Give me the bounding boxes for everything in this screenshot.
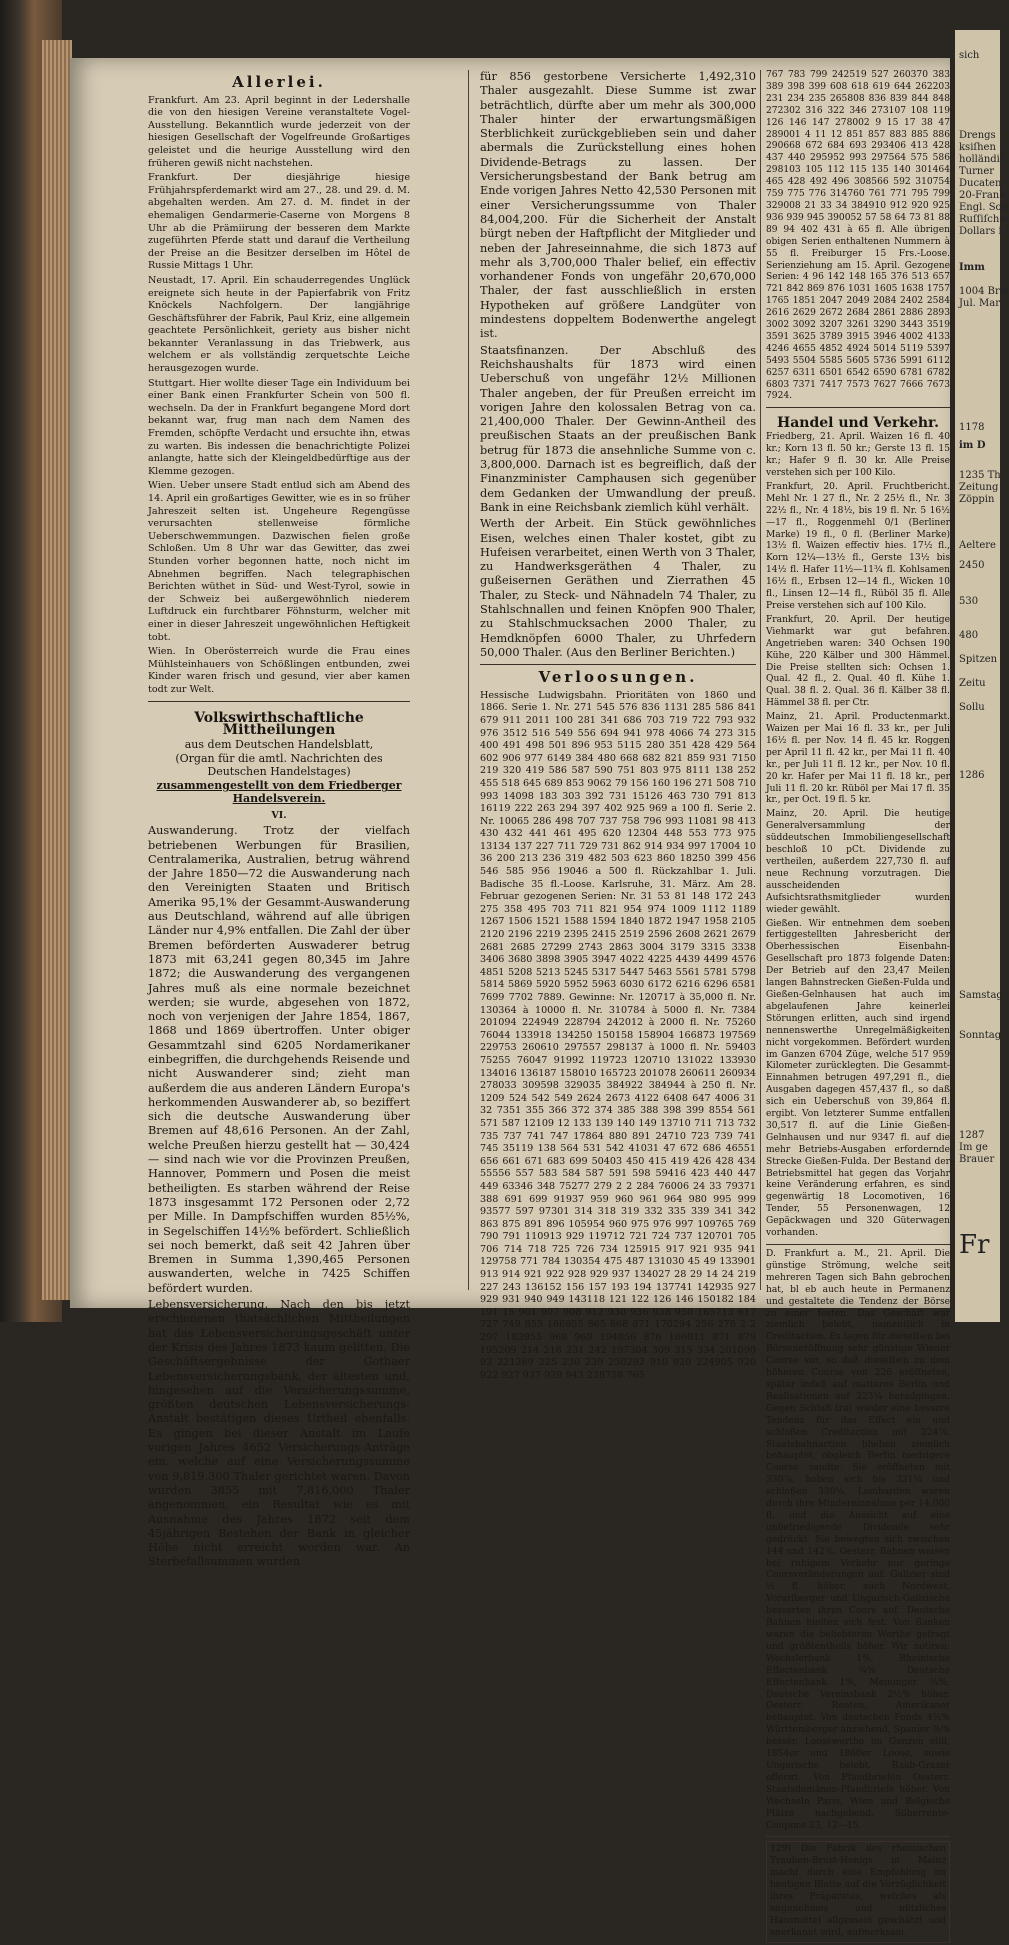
fragment: Turner: [959, 166, 995, 177]
part-number: VI.: [271, 809, 287, 821]
fragment: sich: [959, 50, 980, 61]
market-report: Gießen. Wir entnehmen dem soeben fertiggestellten Jahresbericht der Oberhessischen Eisenbahn-Gesellschaft pro 1873 folgende Daten: Der Betrieb auf den 23,47 Meilen langen Bahnstrecken Gießen-Fulda und Gießen-Gelnhausen hat auch im abgelaufenen Jahre keinerlei Störungen erlitten, auch sind irgend nennenswerthe Unregelmäßigkeiten nicht vorgekommen. Befördert wurden im Ganzen 6704 Züge, welche 517 959 Kilometer zurücklegten. Die Gesammt-Einnahmen betrugen 497,291 fl., die Ausgaben dagegen 457,437 fl., so daß sich ein Ueberschuß von 39,864 fl. ergibt. Von letzterer Summe entfallen 30,517 fl. auf die Linie Gießen-Gelnhausen und nur 9347 fl. auf die mehr Betriebs-Ausgaben erfordernde Strecke Gießen-Fulda. Der Bestand der Betriebsmittel hat gegen das Vorjahr keine Veränderung erfahren, es sind gegenwärtig 18 Locomotiven, 16 Tender, 55 Personenwagen, 12 Gepäckwagen und 320 Güterwagen vorhanden.: [766, 918, 950, 1239]
fragment: Zeitung: [959, 482, 999, 493]
fragment: Ruſſiſche: [959, 214, 1006, 225]
section-heading-volkswirthschaft: Volkswirthschaftliche Mittheilungen: [194, 709, 364, 739]
article-paragraph: Wien. Ueber unsere Stadt entlud sich am Abend des 14. April ein großartiges Gewitter, wie es in so früher Jahreszeit selten ist. Ungeheure Regengüsse verursachten stellenweise förmliche Ueberschwemmungen. Dazwischen fielen große Schloßen. Um 8 Uhr war das Gewitter, das zwei Stunden vorher begonnen hatte, noch nicht im Abnehmen begriffen. Nach telegraphischen Berichten wüthet in Süd- und West-Tyrol, sowie in der Schweiz bei außergewöhnlich niederem Luftdruck ein furchtbarer Föhnsturm, welcher mit einer in dieser Jahreszeit ungewöhnlichen Heftigkeit tobt.: [148, 480, 410, 643]
fragment: 1178: [959, 422, 985, 433]
fragment: Imm: [959, 262, 985, 273]
fragment: Brauer: [959, 1154, 995, 1165]
column-2: [480, 70, 756, 1384]
market-report: Mainz, 21. April. Productenmarkt. Waizen per Mai 16 fl. 33 kr., per Juli 16½ fl. per Nov. 14 fl. 45 kr. Roggen per April 11 fl. 42 kr., per Mai 11 fl. 40 kr., per Juli 11 fl. 12 kr., per Nov. 10 fl. 20 kr. Hafer per Mai 11 fl. 18 kr., per Juli 11 fl. 20 kr. Rüböl per Mai 17 fl. 35 kr., per Oct. 19 fl. 5 kr.: [766, 712, 950, 806]
column-rule: [760, 70, 761, 1290]
fragment: 1286: [959, 770, 985, 781]
fragment: ksiſhen: [959, 142, 996, 153]
divider: [766, 1244, 950, 1245]
compiled-by: zusammengestellt von dem Friedberger Handelsverein.: [156, 779, 402, 806]
fragment: Sollu: [959, 702, 985, 713]
market-report: Mainz, 20. April. Die heutige Generalversammlung der süddeutschen Immobiliengesellschaft beschloß 10 pCt. Dividende zu vertheilen, außerdem 227,730 fl. auf neue Rechnung vorzutragen. Die ausscheidenden Aufsichtsrathsmitglieder wurden wieder gewählt.: [766, 809, 950, 915]
fragment: Ducaten: [959, 178, 1002, 189]
fragment: 480: [959, 630, 979, 641]
fragment: im D: [959, 440, 986, 451]
fragment: 1235 Th: [959, 470, 1001, 481]
market-report: Friedberg, 21. April. Waizen 16 fl. 40 kr.; Korn 13 fl. 50 kr.; Gerste 13 fl. 15 kr.; Hafer 9 fl. 30 kr. Alle Preise verstehen sich per 100 Kilo.: [766, 432, 950, 478]
stock-market-report: D. Frankfurt a. M., 21. April. Die günstige Strömung, welche seit mehreren Tagen sich Bahn gebrochen hat, bl eb auch heute in Permanenz und gestaltete die Tendenz der Börse zu einer festen. Das Geschäft war ziemlich belebt, namentlich in Creditactien. Es lagen für dieselben bei Börseneröffnung sehr günstige Wiener Course vor, so daß dieselben zu dem höheren Course von 226 eröffneten, später indeß auf matteres Berlin und Realisationen auf 223¼ heradgingen. Gegen Schluß trat wieder eine bessere Tendenz für das Effect ein und schloßen Creditactien mit 224⅞. Staatsbahnactien blieben ziemlich behauptet, obgleich Berlin niedrigere Course sandte. Sie eröffneten mit 330⅞, hoben sich bis 331¼ und schloßen 330¼. Lombarden waren durch ihre Mindereinnahme per 14,000 fl. und die Aussicht auf eine unbefriedigende Dividende sehr gedrückt. Sie bewegten sich zwischen 144 und 142¾. Oesterr. Bahnen weisen bei ruhigem Verkehr nur geringe Coursveränderungen auf. Galizier sind ½ fl. höher, auch Nordwest, Vorarlberger und Ungarisch-Galizische besserten ihren Cours auf. Deutsche Bahnen hielten sich fest. Von Banken waren die beliebteren Werthe gefragt und größtentheils höher. Wir notiren: Wechslerbank 1%, Rheinische Effectenbank ¾% Deutsche Effectenbank 1%, Meininger ¾%, Deutsche Vereinsbank 2½% höher. Oesterr. Renten, Amerikaner behauptet. Von deutschen Fonds 4½% Württemberger anziehend, Spanier ⅜% besser. Loosewerthe im Ganzen still, 1854er und 1860er Loose, sowie Ungarische belebt. Raab-Grazer offerirt. Von Pfandbriefen Oesterr. Staatsdomänen-Pfandbriefe höher. Von Wechseln Paris, Wien und Belgische Plätze nachgebend. Silberrente-Coupons 23, 12—15.: [766, 1249, 950, 1831]
fragment: Im ge: [959, 1142, 988, 1153]
column-1: [148, 70, 410, 1572]
divider: [766, 1836, 950, 1837]
article-paragraph: Lebensversicherung. Nach den bis jetzt erschienenen thatsächlichen Mittheilungen hat das Lebensversicherungsgeschäft unter der Krisis des Jahres 1873 kaum gelitten. Die Geschäftsergebnisse der Gothaer Lebensversicherungsbank, der ältesten und, hingesehen auf die Versicherungssumme, größten deutschen Lebensversicherungs-Anstalt bestätigen dieses Urtheil ebenfalls. Es gingen bei dieser Anstalt im Laufe vorigen Jahres 4652 Versicherungs-Anträge ein, welche auf eine Versicherungssumme von 9,819,300 Thaler gerichtet waren. Davon wurden 3855 mit 7,816,000 Thaler angenommen, ein Resultat wie es mit Ausnahme des Jahres 1872 seit dem 45jährigen Bestehen der Bank in gleicher Höhe nicht erreicht worden war. An Sterbefallsummen wurden: [148, 1298, 410, 1569]
advertisement: 129) Die Fabrik des rheinischen Trauben-Brust-Honigs in Mainz macht durch eine Empfehlung im heutigen Blatte auf die Vorzüglichkeit ihres Präparates, welches als angenehmes und nützliches Hausmittel allgemein geschätzt und anerkannt wird, aufmerksam.: [766, 1841, 950, 1942]
fragment: Engl. Sov: [959, 202, 1008, 213]
lottery-list-continued: 767 783 799 242519 527 260370 383 389 398 399 608 618 619 644 262203 231 234 235 265808 836 839 844 848 272302 316 322 346 273107 108 119 126 146 147 278002 9 15 17 38 47 289001 4 11 12 851 857 883 885 886 290668 672 684 693 293406 413 428 437 440 295952 993 297564 575 586 298103 105 112 115 135 140 301464 465 428 492 496 308566 592 310754 759 775 776 314760 761 771 795 799 329008 21 33 34 384910 912 920 925 936 939 945 390052 57 58 64 73 81 88 89 94 402 431 à 65 fl. Alle übrigen obigen Serien enthaltenen Nummern à 55 fl. Freiburger 15 Frs.-Loose. Serienziehung am 15. April. Gezogene Serien: 4 96 142 148 165 376 513 657 721 842 869 876 1031 1605 1638 1757 1765 1851 2047 2049 2084 2402 2584 2616 2629 2672 2684 2861 2886 2893 3002 3092 3207 3261 3290 3443 3519 3591 3625 3789 3915 3946 4002 4133 4246 4655 4852 4924 5014 5119 5397 5493 5504 5585 5605 5736 5991 6112 6257 6311 6501 6542 6590 6781 6782 6803 7371 7417 7573 7627 7666 7673 7924.: [766, 70, 950, 402]
fragment: 530: [959, 596, 979, 607]
section-heading-handel: Handel und Verkehr.: [777, 415, 939, 432]
article-paragraph: Neustadt, 17. April. Ein schauderregendes Unglück ereignete sich heute in der Papierfabrik von Fritz Knöckels Nachfolgern. Der langjährige Geschäftsführer der Fabrik, Paul Kriz, eine allgemein geachtete Persönlichkeit, geriety aus bisher nicht bekannter Veranlassung in das Triebwerk, aus welchem er als vollständig zerquetschte Leiche herausgezogen wurde.: [148, 274, 410, 375]
article-paragraph: Wien. In Oberösterreich wurde die Frau eines Mühlsteinhauers von Schößlingen entbunden, zwei Kinder waren frisch und gesund, vier aber kamen todt zur Welt.: [148, 646, 410, 695]
source-line: aus dem Deutschen Handelsblatt,: [184, 737, 374, 751]
fragment: holländiſ: [959, 154, 1004, 165]
article-paragraph: Auswanderung. Trotz der vielfach betriebenen Werbungen für Brasilien, Centralamerika, Australien, betrug während der Jahre 1850—72 die Auswanderung nach den Vereinigten Staaten und Britisch Amerika 95,1% der Gesammt-Auswanderung aus Deutschland, während auf alle übrigen Länder nur 4,9% entfallen. Die Zahl der über Bremen beförderten Auswaderer betrug 1873 mit 63,241 gegen 80,345 im Jahre 1872; die Auswanderung des vergangenen Jahres muß als eine normale bezeichnet werden; sie wurde, abgesehen von 1872, noch von verjenigen der Jahre 1854, 1867, 1868 und 1869 übertroffen. Unter obiger Gesammtzahl sind 6205 Nordamerikaner einbegriffen, die durchgehends Reisende und nicht Auswanderer sind; zieht man außerdem die aus anderen Ländern Europa's herkommenden Auswanderer ab, so beziffert sich die deutsche Auswanderung über Bremen auf 48,616 Personen. An der Zahl, welche Preußen hierzu gestellt hat — 30,424 — sind nach wie vor die Provinzen Preußen, Hannover, Pommern und Posen die meist betheiligten. Es starben während der Reise 1873 insgesammt 172 Personen oder 2,72 per Mille. In Dampfschiffen wurden 85½%, in Segelschiffen 14½% befördert. Schließlich sei noch bemerkt, daß seit 42 Jahren über Bremen in Summa 1,390,465 Personen auswanderten, welche in 7425 Schiffen befördert wurden.: [148, 824, 410, 1295]
fragment: Jul. Mar: [959, 298, 1000, 309]
fragment: Dollars i: [959, 226, 1002, 237]
article-paragraph: Werth der Arbeit. Ein Stück gewöhnliches Eisen, welches einen Thaler kostet, gibt zu Hufeisen verarbeitet, einen Werth von 3 Thaler, zu Handwerksgeräthen 4 Thaler, zu gußeisernen Geräthen und Zierrathen 45 Thaler, zu Steck- und Nähnadeln 74 Thaler, zu Stahlschnallen und feinen Knöpfen 900 Thaler, zu Stahlschmucksachen 2000 Thaler, zu Hemdknöpfen 6000 Thaler, zu Uhrfedern 50,000 Thaler. (Aus den Berliner Berichten.): [480, 517, 756, 659]
fragment: Aeltere: [959, 540, 996, 551]
source-note: (Organ für die amtl. Nachrichten des Deutschen Handelstages): [175, 752, 383, 778]
fragment: Samstag: [959, 990, 1003, 1001]
section-heading-allerlei: Allerlei.: [232, 73, 326, 91]
market-report: Frankfurt, 20. April. Der heutige Viehmarkt war gut befahren. Angetrieben waren: 340 Ochsen 190 Kühe, 220 Kälber und 300 Hämmel. Die Preise stellten sich: Ochsen 1. Qual. 42 fl., 2. Qual. 40 fl. Kühe 1. Qual. 38 fl. 2. Qual. 36 fl. Kälber 38 fl. Hämmel 38 fl. per Ctr.: [766, 614, 950, 709]
fragment: Sonntag: [959, 1030, 1002, 1041]
article-paragraph: Stuttgart. Hier wollte dieser Tage ein Individuum bei einer Bank einen Frankfurter Schein von 500 fl. wechseln. Da der in Frankfurt begangene Mord dort bekannt war, frug man nach dem Namen des Fremden, schöpfte Verdacht und ersuchte ihn, etwas zu warten. Bis indessen die benachrichtigte Polizei anlangte, hatte sich der Kleingeldbedürftige aus der Klemme gezogen.: [148, 377, 410, 477]
fragment: 20-Frank: [959, 190, 1006, 201]
fragment: Fr: [959, 1230, 990, 1260]
section-heading-verloosungen: Verloosungen.: [538, 668, 698, 687]
market-report: Frankfurt, 20. April. Fruchtbericht. Mehl Nr. 1 27 fl., Nr. 2 25½ fl., Nr. 3 22½ fl., Nr. 4 18½, bis 19 fl. Nr. 5 16½—17 fl., Roggenmehl 0/1 (Berliner Marke) 19 fl., 0 fl. (Berliner Marke) 13½ fl. Waizen effectiv hies. 17½ fl., Korn 12¼—13½ fl., Gerste 13½ bis 14½ fl. Hafer 11½—11¾ fl. Kohlsamen 16½ fl., Erbsen 12—14 fl., Wicken 10 fl., Linsen 12—14 fl., Rüböl 35 fl. Alle Preise verstehen sich auf 100 Kilo.: [766, 481, 950, 611]
article-paragraph: Staatsfinanzen. Der Abschluß des Reichshaushalts für 1873 wird einen Ueberschuß von ungefähr 12½ Millionen Thaler angeben, der für Preußen erreicht im vorigen Jahre den kolossalen Betrag von ca. 21,400,000 Thaler. Der Gewinn-Antheil des preußischen Staats an der preußischen Bank betrug für 1873 die ansehnliche Summe von c. 3,800,000. Darnach ist es begreiflich, daß der Finanzminister Camphausen sich gegenüber dem Gedanken der Umwandlung der preuß. Bank in eine Reichsbank ziemlich kühl verhält.: [480, 343, 756, 514]
column-rule: [468, 70, 469, 1290]
fragment: Zöppin: [959, 494, 995, 505]
article-paragraph: Frankfurt. Der diesjährige hiesige Frühjahrspferdemarkt wird am 27., 28. und 29. d. M. abgehalten werden. Am 27. d. M. findet in der ehemaligen Gendarmerie-Caserne von Morgens 8 Uhr ab die Prämiirung der besseren dem Markte zugeführten Pferde statt und darauf die Vertheilung der Preise an die Besitzer derselben im Hôtel de Russie Mittags 1 Uhr.: [148, 172, 410, 272]
article-paragraph: für 856 gestorbene Versicherte 1,492,310 Thaler ausgezahlt. Diese Summe ist zwar beträchtlich, dürfte aber um mehr als 300,000 Thaler hinter der erwartungsmäßigen Sterblichkeit zurückgeblieben sein und daher abermals die Zurückstellung eines hohen Dividende-Betrags zu lassen. Der Versicherungsbestand der Bank betrug am Ende vorigen Jahres Netto 42,530 Personen mit einer Versicherungssumme von Thaler 84,004,200. Für die Sicherheit der Anstalt bürgt neben der Haftpflicht der Mitglieder und neben der Jahreseinnahme, die sich 1873 auf mehr als 3,700,000 Thaler belief, ein effectiv vorhandener Fonds von ungefähr 20,670,000 Thaler, der fast ausschließlich in ersten Hypotheken auf größere Landgüter von mindestens doppeltem Bodenwerthe angelegt ist.: [480, 70, 756, 341]
fragment: 1004 Brei: [959, 286, 1009, 297]
fragment: 1287: [959, 1130, 985, 1141]
divider: [766, 407, 950, 408]
lottery-list: Hessische Ludwigsbahn. Prioritäten von 1860 und 1866. Serie 1. Nr. 271 545 576 836 1131 285 586 841 679 911 2011 100 281 341 686 703 719 722 793 932 976 3512 516 549 556 694 941 978 4066 74 273 315 400 491 498 501 896 953 5115 280 351 428 429 564 602 906 977 6149 384 480 668 682 821 859 931 7150 219 320 419 586 587 590 751 803 975 8111 138 252 455 518 645 689 853 9062 79 156 160 196 271 508 710 993 14098 183 303 392 731 15126 463 730 791 813 16119 222 263 294 397 402 925 969 a 100 fl. Serie 2. Nr. 10065 286 498 707 737 758 796 993 11081 98 413 430 432 441 461 495 620 12304 448 553 773 975 13134 137 227 711 729 731 862 914 934 997 17004 10 36 200 213 236 319 482 503 623 860 18250 399 456 546 585 956 19046 a 500 fl. Rückzahlbar 1. Juli. Badische 35 fl.-Loose. Karlsruhe, 31. März. Am 28. Februar gezogenen Serien: Nr. 31 53 81 148 172 243 275 358 495 703 711 821 954 974 1009 1112 1189 1267 1506 1521 1588 1594 1840 1872 1947 1958 2105 2120 2196 2219 2395 2415 2519 2596 2608 2621 2679 2681 2685 27299 2743 2863 3004 3179 3315 3338 3406 3680 3898 3905 3947 4022 4225 4439 4499 4576 4851 5208 5213 5245 5317 5447 5463 5561 5781 5798 5814 5869 5920 5952 5963 6030 6172 6216 6296 6581 7699 7702 7889. Gewinne: Nr. 120717 à 35,000 fl. Nr. 130364 à 10000 fl. Nr. 310784 à 5000 fl. Nr. 7384 201094 224949 228794 242012 à 2000 fl. Nr. 75260 76044 133918 134250 150158 158904 166873 197569 229753 260610 297557 298137 à 1000 fl. Nr. 59403 75255 76047 91992 119723 120710 131022 133930 134016 136187 158010 165723 201078 260611 260934 278033 309598 329035 384922 384944 à 250 fl. Nr. 1209 524 542 549 2624 2673 4122 6408 647 4006 31 32 7351 355 366 372 374 385 388 398 399 8554 561 571 587 12109 12 133 139 140 149 13710 711 713 732 735 737 741 747 17864 880 891 24710 723 739 741 745 35119 138 564 531 542 41031 47 672 686 46551 656 661 671 683 699 50403 450 415 419 426 428 434 55556 557 583 584 587 591 598 59416 423 440 447 449 63346 348 75277 279 2 2 284 76006 24 33 79371 388 691 699 91937 959 960 961 964 980 995 999 93577 597 97301 314 318 319 332 335 339 341 342 863 875 891 896 105954 960 975 976 997 109765 769 790 791 110913 929 119712 721 724 737 120701 705 706 714 718 725 726 734 125915 917 921 935 941 129758 771 784 130354 475 487 131030 45 49 133901 913 914 921 922 928 929 937 134027 28 29 14 24 219 227 243 136152 156 157 193 194 137741 142935 927 929 931 940 949 143118 121 122 126 146 150182 184 191 15 901 907 908 912 930 936 938 950 165713 617 727 749 855 166855 865 868 871 170294 256 278 2 2 297 183955 968 969 194856 876 166011 871 879 195209 214 216 231 242 197304 309 315 334 201090 93 221269 225 230 239 250292 910 920 224905 920 922 927 937 939 943 228758 765: [480, 689, 756, 1381]
column-3: [766, 70, 950, 1945]
divider: [480, 664, 756, 665]
fragment: Drengs: [959, 130, 996, 141]
article-paragraph: Frankfurt. Am 23. April beginnt in der Ledershalle die von den hiesigen Vereine veranstaltete Vogel-Ausstellung. Bekanntlich wurde jederzeit von der hiesigen Gesellschaft der Vogelfreunde Großartiges geleistet und die heurige Ausstellung wird den früheren gewiß nicht nachstehen.: [148, 94, 410, 169]
fragment: Zeitu: [959, 678, 986, 689]
adjacent-page-edge: [955, 30, 1009, 1322]
fragment: 2450: [959, 560, 985, 571]
fragment: Spitzen: [959, 654, 998, 665]
page-edges: [42, 40, 72, 1300]
divider: [148, 701, 410, 702]
